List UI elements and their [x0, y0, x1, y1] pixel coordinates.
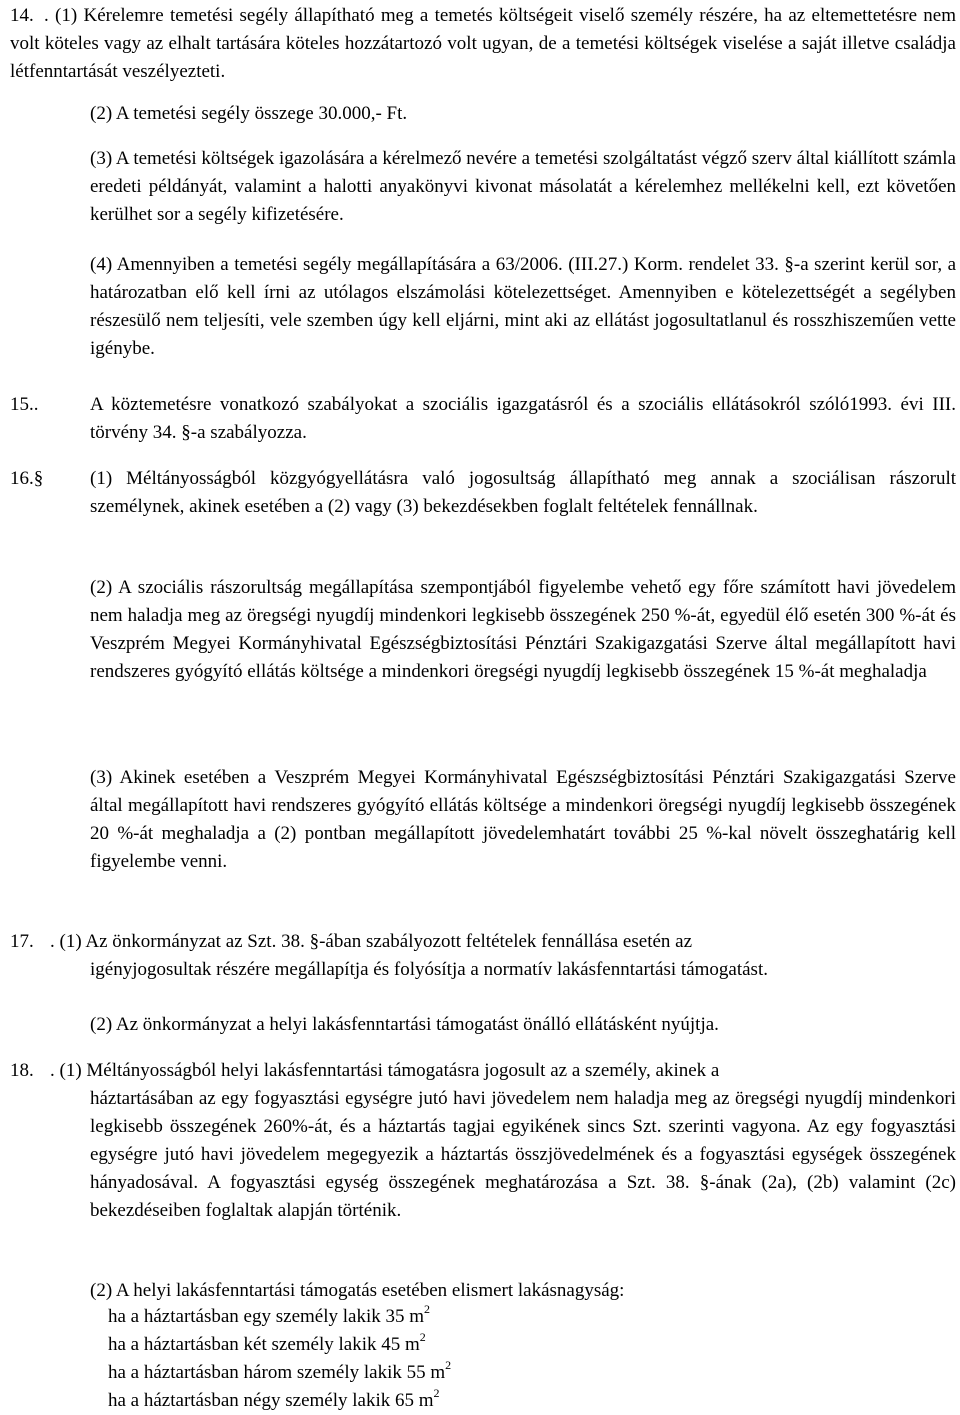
- area-item-superscript: 2: [419, 1329, 426, 1344]
- section-18-p1-lead: . (1) Méltányosságból helyi lakásfenntartási támogatásra jogosult az a személy, akinek a: [50, 1060, 720, 1081]
- section-15-dot: .: [33, 394, 39, 415]
- section-18-number: 18.: [10, 1060, 34, 1081]
- section-16-paragraph-3: (3) Akinek esetében a Veszprém Megyei Kormányhivatal Egészségbiztosítási Pénztári Szakigazgatási Szerve által megállapított havi rendszeres gyógyító ellátás költsége a mindenkori öregségi nyugdíj legkisebb összegének 20 %-át meghaladja a (2) pontban megállapított jövedelemhatárt további 25 %-kal növelt összeghatárig kell figyelembe venni.: [90, 767, 956, 872]
- section-14-paragraph-1: [10, 2, 956, 86]
- section-14-paragraph-3: (3) A temetési költségek igazolására a kérelmező nevére a temetési szolgáltatást végző szerv által kiállított számla eredeti példányát, valamint a halotti anyakönyvi kivonat másolatát a kérelemhez mellékelni kell, ezt követően kerülhet sor a segély kifizetésére.: [90, 148, 956, 225]
- section-14-p4-line3: Amennyiben e kötelezettségét a segélyben részesülő nem teljesíti, vele szemben úgy kell eljárni, mint aki az ellátást jogosultatlanul és rosszhiszeműen vette igénybe.: [90, 282, 956, 359]
- area-list-item: [108, 1359, 451, 1387]
- area-item-superscript: 2: [445, 1357, 452, 1372]
- section-15-num-text: 15.: [10, 394, 34, 415]
- area-item-text: ha a háztartásban két személy lakik 45 m: [108, 1334, 420, 1355]
- section-18-paragraph-2: (2) A helyi lakásfenntartási támogatás esetében elismert lakásnagyság:: [90, 1280, 625, 1301]
- section-17-p1-rest: igényjogosultak részére megállapítja és folyósítja a normatív lakásfenntartási támogatást.: [90, 959, 768, 980]
- section-14-p1-rest: ha az eltemettetésre nem volt köteles vagy az elhalt tartására köteles hozzátartozó volt ugyan, de a temetési költségek viselése a saját illetve családja létfenntartását veszélyezteti.: [10, 5, 957, 82]
- section-15-paragraph: A köztemetésre vonatkozó szabályokat a szociális igazgatásról és a szociális ellátásokról szóló1993. évi III. törvény 34. §-a szabályozza.: [90, 394, 956, 443]
- section-14-paragraph-4: [90, 251, 956, 363]
- area-item-superscript: 2: [433, 1385, 440, 1400]
- area-list-item: [108, 1387, 451, 1415]
- section-14-paragraph-2: (2) A temetési segély összege 30.000,- Ft.: [90, 103, 408, 124]
- section-14-p1-lead: . (1) Kérelemre temetési segély állapítható meg a temetés költségeit viselő személy részére,: [44, 5, 758, 26]
- section-16-number: 16.§: [10, 468, 44, 489]
- section-17-number: 17.: [10, 931, 34, 952]
- section-15-number: [10, 391, 39, 419]
- section-16-paragraph-2: (2) A szociális rászorultság megállapítása szempontjából figyelembe vehető egy főre számított havi jövedelem nem haladja meg az öregségi nyugdíj mindenkori legkisebb összegének 250 %-át, egyedül élő esetén 300 %-át és Veszprém Megyei Kormányhivatal Egészségbiztosítási Pénztári Szakigazgatási Szerve által megállapított havi rendszeres gyógyító ellátás költsége a mindenkori öregségi nyugdíj legkisebb összegének 15 %-át meghaladja: [90, 577, 956, 682]
- area-item-text: ha a háztartásban egy személy lakik 35 m: [108, 1306, 425, 1327]
- section-18-p1-rest: háztartásában az egy fogyasztási egységre jutó havi jövedelem nem haladja meg az öregségi nyugdíj mindenkori legkisebb összegének 260%-át, és a háztartás tagjai egyikének sincs Szt. szerinti vagyona. Az egy fogyasztási egységre jutó havi jövedelem megegyezik a háztartás összjövedelmének és a fogyasztási egységek összegének hányadosával. A fogyasztási egység összegének meghatározása a Szt. 38. §-ának (2a), (2b) valamint (2c) bekezdéseiben foglaltak alapján történik.: [90, 1088, 956, 1221]
- area-item-text: ha a háztartásban négy személy lakik 65 m: [108, 1390, 434, 1411]
- section-18-area-list: [108, 1303, 451, 1415]
- section-18-paragraph-1: [10, 1057, 956, 1225]
- section-14-p4-line2: §-a szerint kerül sor, a határozatban elő kell írni az utólagos elszámolási kötelezettséget.: [90, 254, 957, 303]
- area-item-superscript: 2: [424, 1301, 431, 1316]
- section-14-number: 14.: [10, 5, 34, 26]
- section-16-paragraph-1: (1) Méltányosságból közgyógyellátásra való jogosultság állapítható meg annak a szociálisan rászorult személynek, akinek esetében a (2) vagy (3) bekezdésekben foglalt feltételek fennállnak.: [90, 468, 956, 517]
- section-17-paragraph-2: (2) Az önkormányzat a helyi lakásfenntartási támogatást önálló ellátásként nyújtja.: [90, 1014, 719, 1035]
- section-17-paragraph-1: [10, 928, 956, 984]
- area-list-item: [108, 1331, 451, 1359]
- area-list-item: [108, 1303, 451, 1331]
- section-17-p1-lead: . (1) Az önkormányzat az Szt. 38. §-ában szabályozott feltételek fennállása esetén az: [50, 931, 693, 952]
- section-14-p4-line1: (4) Amennyiben a temetési segély megállapítására a 63/2006. (III.27.) Korm. rendelet 33.: [90, 254, 779, 275]
- area-item-text: ha a háztartásban három személy lakik 55 m: [108, 1362, 446, 1383]
